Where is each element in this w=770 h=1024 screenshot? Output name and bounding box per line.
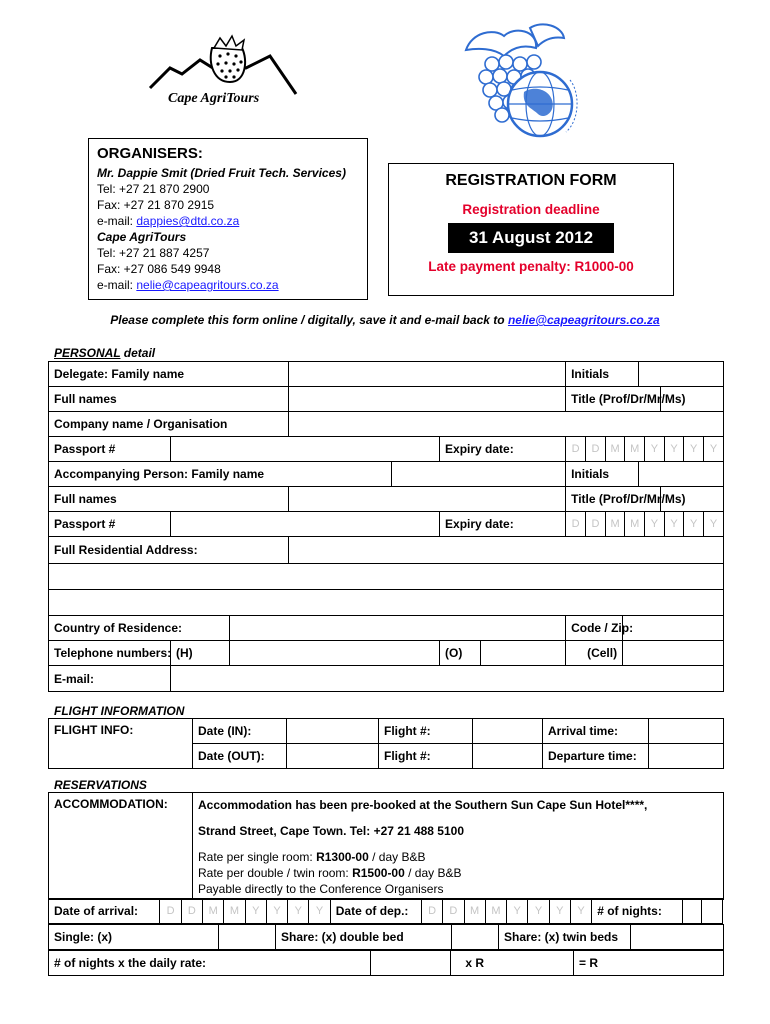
nights-rate-label: # of nights x the daily rate: — [49, 951, 371, 976]
email-input[interactable] — [171, 666, 724, 692]
date-in-label: Date (IN): — [193, 719, 287, 744]
address-input-2[interactable] — [49, 564, 724, 590]
email-label: E-mail: — [49, 666, 171, 692]
rate-single-row — [198, 849, 718, 865]
initials-label-2: Initials — [566, 462, 639, 487]
passport-label: Passport # — [49, 437, 171, 462]
initials-input[interactable] — [639, 362, 724, 387]
tel-h-input[interactable] — [230, 641, 440, 666]
tel-o-label: (O) — [440, 641, 481, 666]
deadline-date: 31 August 2012 — [448, 223, 614, 253]
flight-section-heading: FLIGHT INFORMATION — [54, 704, 185, 718]
arrival-date-digit[interactable]: M — [203, 899, 224, 924]
dep-date-digit[interactable]: Y — [528, 899, 549, 924]
date-digit: Y — [703, 512, 723, 536]
date-digit: D — [586, 437, 606, 461]
date-digit: M — [605, 512, 625, 536]
expiry-label-2: Expiry date: — [440, 512, 566, 537]
times-r-label: x R — [451, 951, 499, 976]
date-digit: Y — [684, 512, 704, 536]
rate-double-row — [198, 865, 718, 881]
instructions-email-link[interactable]: nelie@capeagritours.co.za — [507, 313, 660, 327]
contact2-email-link[interactable]: nelie@capeagritours.co.za — [136, 278, 279, 292]
date-digit: M — [625, 512, 645, 536]
full-names-label-2: Full names — [49, 487, 289, 512]
departure-time-input[interactable] — [649, 744, 724, 769]
date-digit: Y — [703, 437, 723, 461]
arrival-date-digit[interactable]: Y — [309, 899, 330, 924]
tel-cell-input[interactable] — [623, 641, 724, 666]
room-type-table — [48, 924, 724, 950]
expiry-date-input[interactable] — [566, 437, 724, 462]
accommodation-info — [193, 793, 724, 900]
instructions-text: Please complete this form online / digitally, save it and e-mail back to — [110, 313, 508, 327]
contact2-name: Cape AgriTours — [97, 230, 187, 244]
expiry-date-input-2[interactable] — [566, 512, 724, 537]
date-digit: Y — [645, 437, 665, 461]
address-input-1[interactable] — [289, 537, 724, 564]
telephone-label: Telephone numbers: — [49, 641, 171, 666]
section-title: PERSONAL — [54, 346, 121, 360]
contact2-tel: Tel: +27 21 887 4257 — [97, 246, 210, 260]
company-label: Company name / Organisation — [49, 412, 289, 437]
tel-o-input[interactable] — [481, 641, 566, 666]
contact1-fax: Fax: +27 21 870 2915 — [97, 198, 215, 212]
contact1-tel: Tel: +27 21 870 2900 — [97, 182, 210, 196]
registration-box — [388, 163, 674, 296]
dep-date-digit[interactable]: M — [464, 899, 485, 924]
arrival-date-digit[interactable]: M — [224, 899, 245, 924]
tel-cell-label: (Cell) — [566, 641, 623, 666]
flight-no-input[interactable] — [473, 719, 543, 744]
initials-input-2[interactable] — [639, 462, 724, 487]
registration-title: REGISTRATION FORM — [445, 172, 617, 189]
passport-input[interactable] — [171, 437, 440, 462]
full-names-input-2[interactable] — [289, 487, 566, 512]
country-input[interactable] — [230, 616, 566, 641]
late-penalty: Late payment penalty: R1000-00 — [428, 259, 634, 274]
address-input-3[interactable] — [49, 590, 724, 616]
nights-count-input[interactable] — [371, 951, 451, 976]
delegate-family-name-label: Delegate: Family name — [49, 362, 289, 387]
arrival-date-digit[interactable]: Y — [288, 899, 309, 924]
date-digit: M — [625, 437, 645, 461]
arrival-date-digit[interactable]: D — [160, 899, 181, 924]
date-out-input[interactable] — [287, 744, 379, 769]
hotel-line-1: Accommodation has been pre-booked at the Southern Sun Cape Sun Hotel****, — [198, 798, 648, 812]
share-double-label: Share: (x) double bed — [276, 925, 452, 950]
expiry-label: Expiry date: — [440, 437, 566, 462]
rate-double-price: R1500-00 — [352, 866, 405, 880]
flight-table — [48, 718, 724, 769]
total-label[interactable]: = R — [574, 951, 724, 976]
total-table — [48, 950, 724, 976]
company-input[interactable] — [289, 412, 724, 437]
accompanying-family-name-label: Accompanying Person: Family name — [49, 462, 392, 487]
dep-date-digit[interactable]: Y — [549, 899, 570, 924]
dep-date-digit[interactable]: Y — [507, 899, 528, 924]
flight-no-label: Flight #: — [379, 719, 473, 744]
arrival-date-digit[interactable]: Y — [245, 899, 266, 924]
flight-no-label-2: Flight #: — [379, 744, 473, 769]
code-zip-input[interactable] — [623, 616, 724, 641]
email-label: e-mail: — [97, 214, 137, 228]
grapes-globe-logo — [452, 22, 602, 147]
dep-date-digit[interactable]: D — [443, 899, 464, 924]
contact2-fax: Fax: +27 086 549 9948 — [97, 262, 221, 276]
date-digit: M — [605, 437, 625, 461]
email-label: e-mail: — [97, 278, 137, 292]
code-zip-label: Code / Zip: — [566, 616, 623, 641]
dep-date-digit[interactable]: D — [421, 899, 442, 924]
section-title-rest: detail — [120, 346, 156, 360]
date-digit: D — [566, 512, 586, 536]
date-digit: Y — [664, 437, 684, 461]
date-digit: Y — [645, 512, 665, 536]
rate-single-price: R1300-00 — [316, 850, 369, 864]
rate-input[interactable] — [499, 951, 574, 976]
contact2-email-row — [97, 277, 367, 293]
tel-h-label: (H) — [171, 641, 230, 666]
arrival-date-digit[interactable]: D — [181, 899, 202, 924]
contact1-email-row — [97, 213, 367, 229]
accommodation-label: ACCOMMODATION: — [49, 793, 193, 900]
flight-no-input-2[interactable] — [473, 744, 543, 769]
country-label: Country of Residence: — [49, 616, 230, 641]
organisers-box — [88, 138, 368, 300]
date-in-input[interactable] — [287, 719, 379, 744]
rate-single-unit: / day B&B — [368, 850, 426, 864]
nights-input-1[interactable] — [683, 899, 701, 924]
flight-info-label: FLIGHT INFO: — [49, 719, 193, 769]
dep-date-digit[interactable]: Y — [570, 899, 591, 924]
payable-note: Payable directly to the Conference Organisers — [198, 882, 444, 896]
rate-double-label: Rate per double / twin room: — [198, 866, 353, 880]
contact1-email-link[interactable]: dappies@dtd.co.za — [136, 214, 240, 228]
accompanying-family-name-input[interactable] — [392, 462, 566, 487]
tours-logo-text: Cape AgriTours — [168, 91, 260, 106]
share-twin-input[interactable] — [631, 925, 724, 950]
hotel-line-2: Strand Street, Cape Town. Tel: +27 21 488 5100 — [198, 824, 464, 838]
arrival-time-label: Arrival time: — [543, 719, 649, 744]
date-digit: Y — [664, 512, 684, 536]
reservations-section-heading: RESERVATIONS — [54, 778, 147, 792]
passport-label-2: Passport # — [49, 512, 171, 537]
title-label: Title (Prof/Dr/Mr/Ms) — [566, 387, 661, 412]
cape-agritours-logo — [148, 34, 298, 110]
dep-date-digit[interactable]: M — [485, 899, 506, 924]
contact1-name: Mr. Dappie Smit (Dried Fruit Tech. Services) — [97, 166, 346, 180]
single-input[interactable] — [219, 925, 276, 950]
share-twin-label: Share: (x) twin beds — [499, 925, 631, 950]
arrival-time-input[interactable] — [649, 719, 724, 744]
arrival-date-digit[interactable]: Y — [266, 899, 287, 924]
departure-time-label: Departure time: — [543, 744, 649, 769]
passport-input-2[interactable] — [171, 512, 440, 537]
accommodation-table — [48, 792, 724, 900]
full-names-input[interactable] — [289, 387, 566, 412]
personal-details-table — [48, 361, 724, 692]
date-digit: D — [566, 437, 586, 461]
organisers-heading: ORGANISERS: — [97, 145, 203, 162]
share-double-input[interactable] — [452, 925, 499, 950]
date-digit: Y — [684, 437, 704, 461]
instructions — [0, 313, 770, 327]
initials-label: Initials — [566, 362, 639, 387]
nights-input-2[interactable] — [701, 899, 722, 924]
full-names-label: Full names — [49, 387, 289, 412]
deadline-label: Registration deadline — [462, 202, 600, 217]
title-label-2: Title (Prof/Dr/Mr/Ms) — [566, 487, 661, 512]
single-label: Single: (x) — [49, 925, 219, 950]
arrival-table — [48, 898, 723, 924]
date-digit: D — [586, 512, 606, 536]
date-arrival-label: Date of arrival: — [49, 899, 160, 924]
rate-double-unit: / day B&B — [404, 866, 462, 880]
personal-section-heading — [54, 346, 155, 360]
nights-label: # of nights: — [592, 899, 683, 924]
rate-single-label: Rate per single room: — [198, 850, 317, 864]
date-out-label: Date (OUT): — [193, 744, 287, 769]
date-dep-label: Date of dep.: — [330, 899, 421, 924]
delegate-family-name-input[interactable] — [289, 362, 566, 387]
address-label: Full Residential Address: — [49, 537, 289, 564]
